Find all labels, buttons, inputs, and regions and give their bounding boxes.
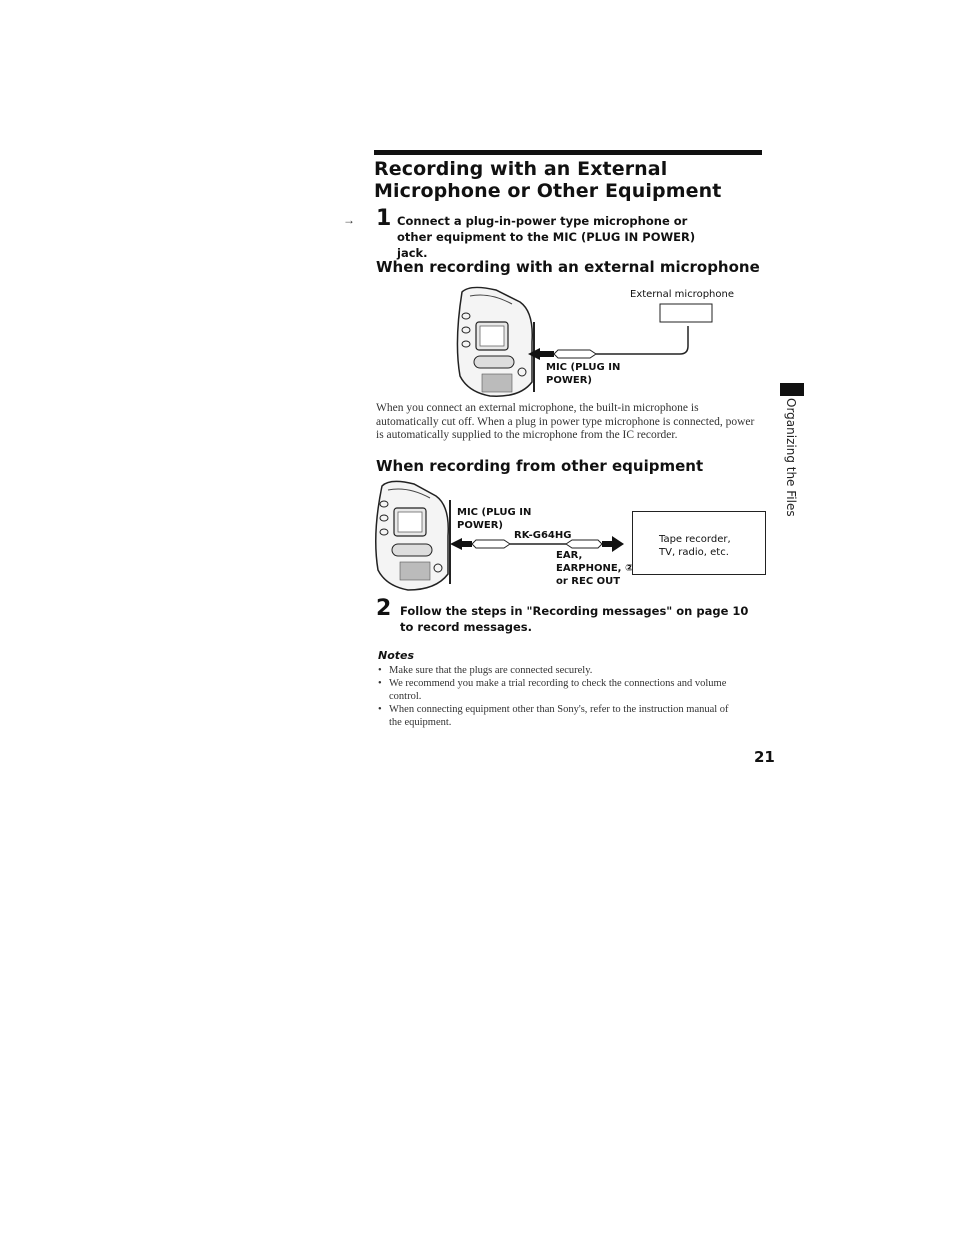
label-mic-jack-line1: MIC (PLUG IN [457,507,532,518]
label-ear-line2: EARPHONE, ② [556,563,634,574]
plug-arrow-right-icon [602,536,624,552]
title-rule [374,150,762,155]
external-microphone-box [660,304,712,322]
side-tab-label: Organizing the Files [784,398,798,517]
notes-title: Notes [378,649,415,662]
label-mic-jack-line1: MIC (PLUG IN [546,362,621,373]
label-external-microphone: External microphone [630,289,734,300]
heading-external-microphone: When recording with an external microphone [376,258,760,276]
page-number: 21 [754,748,775,766]
note-item: • Make sure that the plugs are connected securely. [378,664,740,677]
label-mic-jack-line2: POWER) [457,520,503,531]
page-title: Recording with an External Microphone or Other Equipment [374,158,722,202]
label-cable-model: RK-G64HG [514,530,572,541]
ic-recorder-illustration [376,481,450,590]
step-1-marker-icon: → [343,213,355,227]
box-line-1: Tape recorder, [659,534,731,545]
step-2-text: Follow the steps in "Recording messages" on page 10 to record messages. [400,604,749,634]
plug-arrow-left-icon [450,538,472,550]
step-1-text: Connect a plug-in-power type microphone or other equipment to the MIC (PLUG IN POWER) jack. [397,214,696,260]
tape-recorder-box [632,511,766,575]
step-2-number: 2 [376,596,392,621]
paragraph-external-microphone: When you connect an external microphone, the built-in microphone is automatically cut off. When a plug in power type microphone is connected, power is automatically supplied to the microphone from the IC recorder. [376,402,755,441]
label-ear-line3: or REC OUT [556,576,621,587]
label-mic-jack-line2: POWER) [546,375,592,386]
note-item: • We recommend you make a trial recording to check the connections and volume control. [378,677,740,703]
notes-list [378,664,740,729]
step-1-number: 1 [376,206,392,231]
ic-recorder-illustration [457,287,534,396]
side-tab-bar [780,383,804,396]
heading-other-equipment: When recording from other equipment [376,457,704,475]
box-line-2: TV, radio, etc. [659,547,729,558]
microphone-cable [554,326,688,358]
label-ear-line1: EAR, [556,550,583,561]
note-item: • When connecting equipment other than Sony's, refer to the instruction manual of the equipment. [378,703,740,729]
